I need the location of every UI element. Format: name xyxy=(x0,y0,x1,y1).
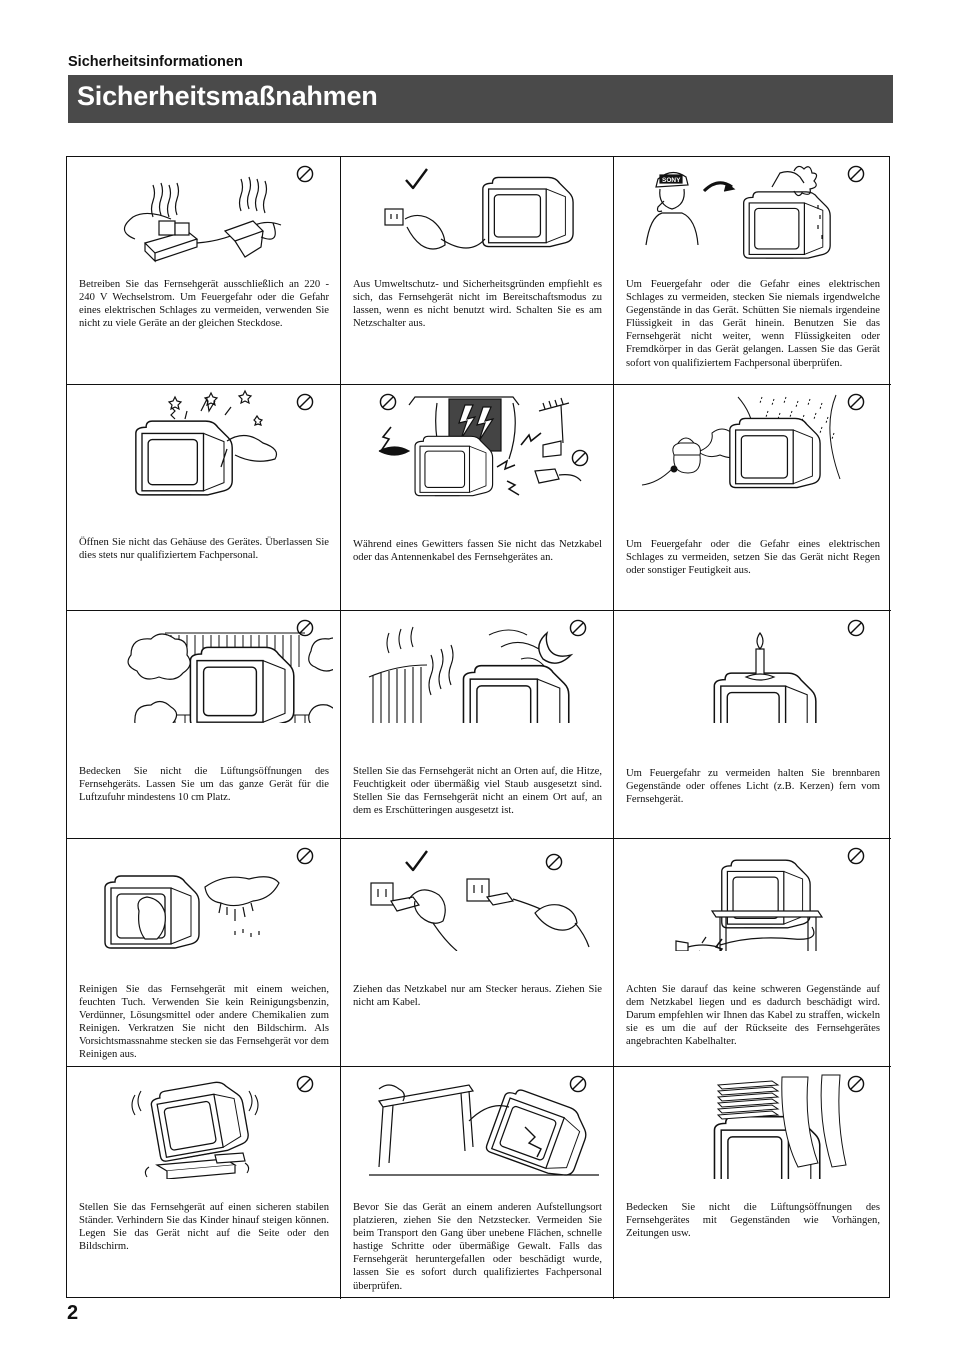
safety-cell-pull-plug xyxy=(341,839,614,1067)
power-cord-illustration xyxy=(622,843,880,951)
liquid-warning-illustration xyxy=(622,161,880,269)
safety-cell-power-cord xyxy=(614,839,891,1067)
prohibited-icon xyxy=(296,619,314,637)
safety-cell-heat-dust xyxy=(341,611,614,839)
page-title: Sicherheitsmaßnahmen xyxy=(77,81,378,111)
prohibited-icon xyxy=(847,393,865,411)
candle-illustration xyxy=(622,615,880,723)
rain-moisture-illustration xyxy=(622,389,880,497)
safety-text: Bevor Sie das Gerät an einem anderen Aufstellungsort platzieren, ziehen Sie den Netzstecker. Vermeiden Sie beim Transport den Gang über unebene Flächen, schnelle hastige Schritte oder übermäßige Gewalt. Falls das Fernsehgerät heruntergefallen oder beschädigt wurde, lassen Sie es sofort durch qualifiziertes Fachpersonal überprüfen. xyxy=(353,1202,602,1292)
safety-cell-open-housing xyxy=(67,385,341,611)
safety-cell-thunderstorm xyxy=(341,385,614,611)
safety-text: Ziehen das Netzkabel nur am Stecker heraus. Ziehen Sie nicht am Kabel. xyxy=(353,984,602,1009)
power-strip-illustration xyxy=(75,161,333,269)
prohibited-icon xyxy=(847,847,865,865)
safety-cell-stable-stand xyxy=(67,1067,341,1299)
prohibited-icon xyxy=(847,1075,865,1093)
prohibited-icon xyxy=(296,393,314,411)
safety-cell-cover xyxy=(614,1067,891,1299)
title-bar xyxy=(68,75,893,123)
prohibited-icon xyxy=(569,1075,587,1093)
svg-text:SONY: SONY xyxy=(662,177,681,184)
safety-text: Öffnen Sie nicht das Gehäuse des Gerätes. Überlassen Sie dies stets nur qualifiziertem Fachpersonal. xyxy=(79,537,329,562)
safety-grid xyxy=(66,156,890,1298)
safety-text: Während eines Gewitters fassen Sie nicht das Netzkabel oder das Antennenkabel des Fernsehgerätes an. xyxy=(353,539,602,564)
prohibited-icon xyxy=(296,847,314,865)
prohibited-icon xyxy=(545,853,563,871)
safety-text: Betreiben Sie das Fernsehgerät ausschließlich an 220 - 240 V Wechselstrom. Um Feuergefahr oder die Gefahr eines elektrischen Schlages zu vermeiden, verwenden Sie nicht zu viele Geräte an der gleichen Steckdose. xyxy=(79,279,329,330)
ventilation-illustration xyxy=(75,615,333,723)
pull-plug-illustration xyxy=(349,843,607,951)
safety-text: Um Feuergefahr oder die Gefahr eines elektrischen Schlages zu vermeiden, stecken Sie niemals irgendwelche Gegenstände in das Gerät. Schütten Sie niemals irgendeine Flüssigkeit in das Gerät hinein. Benutzen Sie das Fernsehgerät nicht weiter, wenn Flüssigkeiten oder Fremdkörper in das Gerät gelangen. Lassen Sie das Gerät sofort von qualifiziertem Fachpersonal überprüfen. xyxy=(626,279,880,369)
safety-text: Um Feuergefahr oder die Gefahr eines elektrischen Schlages zu vermeiden, setzen Sie das Gerät nicht Regen oder sonstiger Feutigkeit aus. xyxy=(626,539,880,577)
safety-text: Achten Sie darauf das keine schweren Gegenstände auf dem Netzkabel liegen und es dadurch beschädigt wird. Darum empfehlen wir Ihnen das Kabel zu straffen, wickeln sie es um die auf der Rückseite des Fernsehgerätes angebrachten Kabelhalter. xyxy=(626,984,880,1048)
safety-cell-transport xyxy=(341,1067,614,1299)
prohibited-icon xyxy=(847,619,865,637)
safety-text: Reinigen Sie das Fernsehgerät mit einem weichen, feuchten Tuch. Verwenden Sie kein Reinigungsbenzin, Verdünner, Lösungsmittel oder andere Chemikalien zum Reinigen. Verkratzen Sie nicht den Bildschirm. Als Vorsichtsmassnahme stecken sie das Fernsehgerät vor dem Reinigen aus. xyxy=(79,984,329,1061)
tv-unplug-illustration xyxy=(349,161,607,269)
thunderstorm-illustration xyxy=(349,389,607,497)
prohibited-icon xyxy=(569,619,587,637)
safety-cell-power-supply xyxy=(67,157,341,385)
safety-cell-moisture xyxy=(614,385,891,611)
safety-cell-ventilation xyxy=(67,611,341,839)
safety-cell-cleaning xyxy=(67,839,341,1067)
safety-cell-liquids xyxy=(614,157,891,385)
prohibited-icon xyxy=(296,165,314,183)
section-label: Sicherheitsinformationen xyxy=(68,54,243,70)
safety-text: Aus Umweltschutz- und Sicherheitsgründen empfiehlt es sich, das Fernsehgerät nicht im Bereitschaftsmodus zu lassen, wenn es nicht benutzt wird. Schalten Sie es am Netzschalter aus. xyxy=(353,279,602,330)
open-housing-illustration xyxy=(75,389,333,497)
safety-text: Stellen Sie das Fernsehgerät nicht an Orten auf, die Hitze, Feuchtigkeit oder übermäßig viel Staub ausgesetzt sind. Stellen Sie das Fernsehgerät nicht an einem Ort auf, an dem es Erschütteringen ausgesetzt ist. xyxy=(353,766,602,817)
safety-text: Stellen Sie das Fernsehgerät auf einen sicheren stabilen Ständer. Verhindern Sie das Kinder hinauf steigen können. Legen Sie das Gerät nicht auf die Seite oder den Bildschirm. xyxy=(79,1202,329,1253)
safety-text: Bedecken Sie nicht die Lüftungsöffnungen des Fernsehgerätes mit Gegenständen wie Vorhängen, Zeitungen usw. xyxy=(626,1202,880,1240)
prohibited-icon xyxy=(571,449,589,467)
covered-tv-illustration xyxy=(622,1071,880,1179)
safety-cell-candles xyxy=(614,611,891,839)
unstable-stand-illustration xyxy=(75,1071,333,1179)
cleaning-illustration xyxy=(75,843,333,951)
safety-text: Bedecken Sie nicht die Lüftungsöffnungen des Fernsehgeräts. Lassen Sie um das ganze Gerät für die Luftzufuhr mindestens 10 cm Platz. xyxy=(79,766,329,804)
prohibited-icon xyxy=(296,1075,314,1093)
safety-cell-standby xyxy=(341,157,614,385)
page-number: 2 xyxy=(67,1302,79,1324)
prohibited-icon xyxy=(847,165,865,183)
safety-text: Um Feuergefahr zu vermeiden halten Sie brennbaren Gegenstände oder offenes Licht (z.B. Kerzen) fern vom Fernsehgerät. xyxy=(626,768,880,806)
